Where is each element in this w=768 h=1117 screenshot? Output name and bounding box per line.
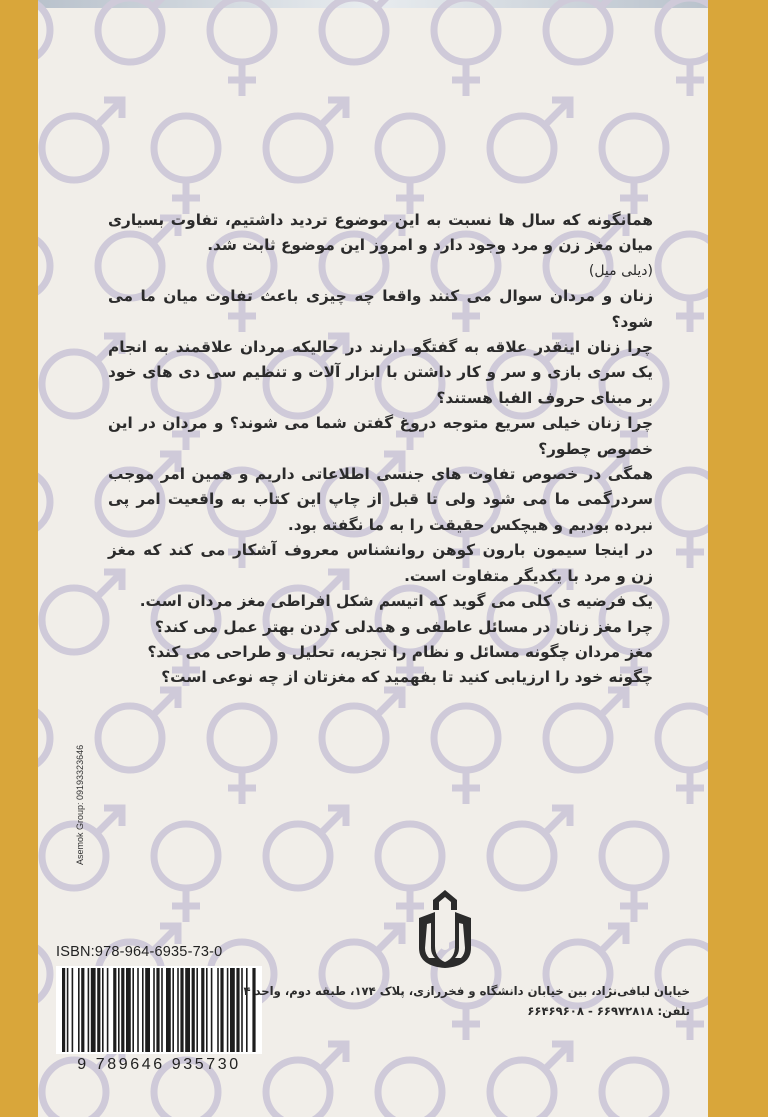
- back-cover: [38, 0, 708, 1117]
- blurb-paragraph: چگونه خود را ارزیابی کنید تا بفهمید که مغزتان از چه نوعی است؟: [161, 668, 653, 687]
- publisher-logo-icon: [413, 888, 477, 970]
- back-cover-blurb: [108, 208, 653, 691]
- male-symbol-icon: [98, 0, 178, 62]
- female-symbol-icon: [38, 470, 50, 568]
- barcode-digits: 9 789646 935730: [77, 1056, 241, 1073]
- male-symbol-icon: [42, 100, 122, 180]
- female-symbol-icon: [434, 0, 498, 96]
- female-symbol-icon: [154, 116, 218, 214]
- male-symbol-icon: [546, 690, 626, 770]
- publisher-address-block: [243, 981, 690, 1021]
- male-symbol-icon: [266, 100, 346, 180]
- male-symbol-icon: [322, 0, 402, 62]
- male-symbol-icon: [322, 690, 402, 770]
- female-symbol-icon: [210, 0, 274, 96]
- male-symbol-icon: [42, 1044, 122, 1117]
- male-symbol-icon: [490, 1044, 570, 1117]
- male-symbol-icon: [490, 808, 570, 888]
- female-symbol-icon: [38, 234, 50, 332]
- blurb-paragraph: چرا زنان خیلی سریع متوجه دروغ گفتن شما می شوند؟ و مردان در این خصوص چطور؟: [108, 414, 653, 458]
- blurb-paragraph: یک فرضیه ی کلی می گوید که اتیسم شکل افراطی مغز مردان است.: [139, 592, 653, 611]
- female-symbol-icon: [658, 234, 708, 332]
- publisher-phone: تلفن: ۶۶۹۷۲۸۱۸ - ۶۶۴۶۹۶۰۸: [527, 1004, 690, 1018]
- female-symbol-icon: [38, 706, 50, 804]
- blurb-paragraph: چرا زنان اینقدر علاقه به گفتگو دارند در حالیکه مردان علاقمند به انجام یک سری بازی و سر و کار داشتن با ابزار آلات و تنظیم سی دی های خود بر مبنای حروف الفبا هستند؟: [108, 338, 653, 407]
- barcode-icon: [56, 966, 262, 1054]
- male-symbol-icon: [266, 1044, 346, 1117]
- female-symbol-icon: [658, 0, 708, 96]
- blurb-paragraph: مغز مردان چگونه مسائل و نظام را تجزیه، تحلیل و طراحی می کند؟: [147, 642, 653, 661]
- blurb-paragraph: همگی در خصوص تفاوت های جنسی اطلاعاتی داریم و همین امر موجب سردرگمی ما می شود ولی تا قبل از چاپ این کتاب به واقعیت امر پی نبرده بودیم و هیچکس حقیقت را به ما نگفته بود.: [108, 465, 653, 534]
- side-credit: Asemok Group: 09193323646: [75, 744, 85, 865]
- female-symbol-icon: [602, 824, 666, 922]
- female-symbol-icon: [154, 824, 218, 922]
- female-symbol-icon: [602, 116, 666, 214]
- male-symbol-icon: [490, 100, 570, 180]
- female-symbol-icon: [378, 116, 442, 214]
- female-symbol-icon: [658, 470, 708, 568]
- female-symbol-icon: [602, 1060, 666, 1117]
- female-symbol-icon: [658, 706, 708, 804]
- male-symbol-icon: [98, 690, 178, 770]
- blurb-paragraph: چرا مغز زنان در مسائل عاطفی و همدلی کردن بهتر عمل می کند؟: [154, 617, 653, 636]
- blurb-source: (دیلی میل): [588, 262, 653, 279]
- blurb-paragraph: در اینجا سیمون بارون کوهن روانشناس معروف آشکار می کند که مغز زن و مرد با یکدیگر متفاوت است.: [108, 541, 653, 585]
- female-symbol-icon: [434, 706, 498, 804]
- male-symbol-icon: [266, 808, 346, 888]
- female-symbol-icon: [210, 706, 274, 804]
- female-symbol-icon: [38, 942, 50, 1040]
- blurb-paragraph: همانگونه که سال ها نسبت به این موضوع تردید داشتیم، تفاوت بسیاری میان مغز زن و مرد وجود دارد و امروز این موضوع ثابت شد.: [108, 211, 653, 255]
- isbn-label: ISBN:978-964-6935-73-0: [56, 944, 223, 960]
- blurb-paragraph: زنان و مردان سوال می کنند واقعا چه چیزی باعث تفاوت میان ما می شود؟: [108, 287, 653, 331]
- male-symbol-icon: [546, 0, 626, 62]
- female-symbol-icon: [38, 0, 50, 96]
- female-symbol-icon: [378, 1060, 442, 1117]
- publisher-address: خیابان لبافی‌نژاد، بین خیابان دانشگاه و فخررازی، پلاک ۱۷۴، طبقه دوم، واحد ۴: [243, 984, 690, 998]
